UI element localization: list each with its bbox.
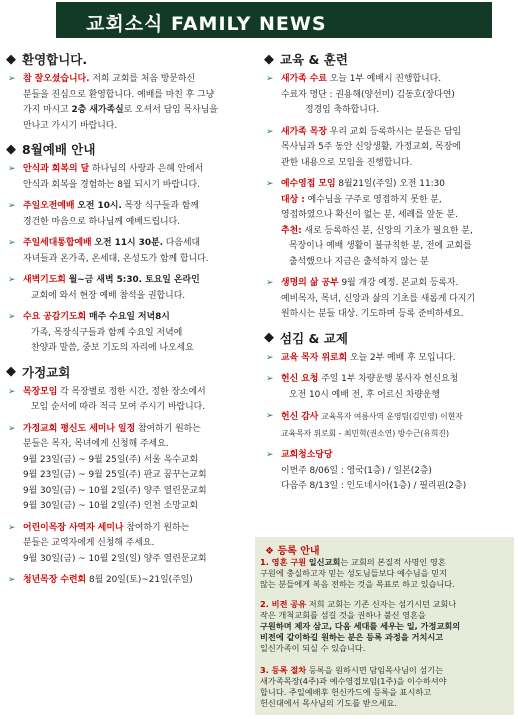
- arrow-icon: ➢: [8, 312, 16, 322]
- item-text: 원하시는 분들 대상. 기도하며 등록 준비하세요.: [281, 309, 464, 319]
- welcome-item: [6, 72, 258, 134]
- item-text: 각 목장별로 정한 시간, 정한 장소에서: [60, 386, 206, 397]
- item-head: 수요 공감기도회: [23, 312, 87, 322]
- item-text: 오늘 2부 예배 후 모입니다.: [350, 352, 456, 363]
- service-item-4: [264, 448, 512, 495]
- section-title: 8월예배 안내: [22, 142, 96, 157]
- item-head: 새가족 수료: [281, 74, 327, 84]
- item-text: 영접하였으나 확신이 없는 분, 세례를 앞둔 분.: [281, 210, 458, 220]
- item-text: 하나님의 사랑과 은혜 안에서: [92, 164, 204, 174]
- item-text: 9월 개강 예정. 본교회 등록자.: [341, 278, 459, 288]
- item-text: 목사님과 5주 동안 신앙생활, 가정교회, 목장에: [281, 142, 461, 152]
- item-label: 추천:: [281, 225, 302, 236]
- seminar-date: 9월 30일(금) ~ 10월 2일(주) 양주 열린문교회: [23, 485, 207, 496]
- section-title: 가정교회: [22, 364, 71, 380]
- item-text: 교육목자 위로회 - 최민혁(권소연) 방수근(유희진): [281, 428, 449, 438]
- item-head: 교육 목자 위로회: [281, 352, 348, 363]
- education-item-1: [264, 72, 512, 119]
- item-text: 참여하기 원하는: [126, 522, 190, 533]
- diamond-icon: ◆: [264, 51, 274, 67]
- section-title: 환영합니다.: [22, 52, 88, 67]
- item-text: 참여하기 원하는: [137, 423, 201, 434]
- paragraph-text: 등록을 원하시면 담임목사님이 섬기는: [308, 665, 444, 675]
- arrow-icon: ➢: [266, 126, 274, 137]
- item-text: 만나고 가시기 바랍니다.: [23, 120, 118, 131]
- item-head: 예수영접 모임: [281, 179, 336, 189]
- paragraph-text: 구원에 충실하고자 믿는 성도님들보다 예수님을 믿지: [260, 568, 448, 578]
- paragraph-text: 는 교회의 본질적 사명인 영혼: [340, 557, 446, 567]
- item-text: 안식과 회복을 경험하는 8월 되시기 바랍니다.: [23, 179, 200, 190]
- seminar-date: 9월 30일(금) ~ 10월 2일(일) 양주 열린문교회: [23, 553, 207, 564]
- item-text: 모임 순서에 따라 적극 모여 주시기 바랍니다.: [31, 402, 206, 412]
- seminar-date: 9월 23일(금) ~ 9월 25일(주) 서울 옥수교회: [23, 454, 198, 465]
- item-head: 새가족 목장: [281, 126, 327, 137]
- arrow-icon: ➢: [266, 374, 274, 384]
- item-text: 예수님을 구주로 영접하지 못한 분,: [307, 194, 442, 205]
- item-text: 새로 등록하신 분, 신앙의 기초가 필요한 분,: [304, 225, 473, 236]
- arrow-icon: ➢: [8, 423, 16, 434]
- item-text: 분들은 목자, 목녀에게 신청해 주세요.: [23, 439, 169, 449]
- seminar-date: 9월 23일(금) ~ 9월 25일(주) 판교 꿈꾸는교회: [23, 470, 207, 480]
- paragraph-text: 일신가족이 되실 수 있습니다.: [260, 643, 366, 653]
- item-head: 헌신 요청: [281, 374, 319, 384]
- section-worship: [6, 140, 258, 158]
- paragraph-text: 구원하며 제자 삼고, 다음 세대를 세우는 일, 가정교회의: [260, 621, 461, 631]
- worship-item-3: [6, 236, 258, 267]
- section-title: 섬김 & 교제: [280, 330, 348, 346]
- section-education: [264, 50, 512, 68]
- item-text: 자녀들과 온가족, 온세대, 온성도가 함께 합니다.: [23, 253, 209, 264]
- arrow-icon: ➢: [8, 275, 16, 285]
- worship-item-2: [6, 199, 258, 230]
- arrow-icon: ➢: [8, 522, 16, 533]
- arrow-icon: ➢: [266, 352, 274, 363]
- item-text: 다음세대: [165, 238, 201, 248]
- item-text: 오늘 1부 예배시 진행합니다.: [329, 74, 442, 84]
- section-title: 교육 & 훈련: [280, 52, 348, 67]
- left-column: [6, 50, 258, 595]
- registration-paragraph-1: [260, 557, 510, 590]
- service-item-1: [264, 351, 512, 367]
- item-head: 헌신 감사: [281, 412, 319, 422]
- education-item-3: [264, 177, 512, 270]
- education-item-4: [264, 276, 512, 323]
- registration-paragraph-2: [260, 599, 510, 654]
- page-title: 교회소식 FAMILY NEWS: [86, 13, 327, 35]
- registration-title: ❖ 등록 안내: [265, 546, 320, 557]
- item-text: 교회에 와서 현장 예배 참석을 권합니다.: [31, 290, 186, 301]
- item-bold: 오전 10시.: [77, 201, 122, 211]
- diamond-icon: ◆: [6, 364, 16, 379]
- education-item-2: [264, 125, 512, 172]
- seminar-date: 9월 30일(금) ~ 10월 2일(주) 인천 소망교회: [23, 501, 198, 511]
- item-text: 다음주 8/13일 : 인도네시아(1층) / 필리핀(2층): [281, 481, 467, 491]
- right-column: [264, 50, 512, 501]
- arrow-icon: ➢: [266, 411, 274, 421]
- arrow-icon: ➢: [8, 386, 16, 397]
- section-house-church: [6, 363, 258, 381]
- item-text: 8월21일(주일) 오전 11:30: [338, 179, 445, 189]
- section-welcome: [6, 50, 258, 68]
- item-head: 안식과 회복의 달: [23, 164, 90, 174]
- worship-item-1: [6, 162, 258, 193]
- item-text: 분들은 교역자에게 신청해 주세요.: [23, 538, 155, 548]
- page-header: [0, 0, 518, 42]
- item-text: 로 오셔서 담임 목사님을: [123, 105, 218, 115]
- registration-paragraph-3: [260, 665, 510, 709]
- item-text: 가족, 목장식구들과 함께 수요일 저녁에: [31, 327, 183, 338]
- item-text: 목장이나 예배 생활이 불규칙한 분, 전에 교회를: [289, 241, 472, 251]
- house-church-item-1: [6, 385, 258, 416]
- worship-item-4: [6, 273, 258, 304]
- item-text: 오전 10시 예배 전, 후 어르신 차량운행: [289, 389, 441, 400]
- item-bold: 2층 새가족실: [71, 105, 124, 115]
- paragraph-text: 않는 분들에게 복음 전하는 것을 목표로 하고 있습니다.: [260, 579, 455, 589]
- house-church-item-4: [6, 573, 258, 589]
- item-text: 우리 교회 등록하시는 분들은 담임: [329, 126, 462, 137]
- paragraph-label: 2. 비전 공유: [260, 599, 307, 609]
- arrow-icon: ➢: [266, 450, 274, 460]
- diamond-icon: ◆: [264, 330, 274, 345]
- item-text: 분들을 진심으로 환영합니다. 예배를 마친 후 그냥: [23, 89, 215, 100]
- paragraph-text: 새가족목장(4주)과 예수영접모임(1주)을 이수하셔야: [260, 676, 447, 686]
- diamond-icon: ◆: [6, 141, 16, 157]
- item-text: 이번주 8/06일 : 영국(1층) / 일본(2층): [281, 465, 432, 476]
- item-head: 목장모임: [23, 386, 58, 397]
- item-text: 정경임 축하합니다.: [305, 105, 380, 115]
- arrow-icon: ➢: [8, 74, 16, 84]
- item-text: 8월 20일(토)~21일(주일): [88, 575, 193, 585]
- item-text: 목장 식구들과 함께: [124, 201, 199, 211]
- paragraph-text: 헌신대에서 목사님의 기도를 받으세요.: [260, 698, 397, 708]
- item-head: 생명의 삶 공부: [281, 278, 339, 288]
- diamond-icon: ◆: [6, 51, 16, 67]
- item-bold: 월~금 새벽 5:30. 토요일 온라인: [68, 275, 200, 285]
- item-bold: 오전 11시 30분.: [94, 238, 163, 248]
- house-church-item-3: [6, 521, 258, 568]
- house-church-item-2: [6, 422, 258, 515]
- service-item-3: [264, 409, 512, 442]
- item-head: 교회청소당당: [281, 450, 333, 460]
- item-text: 주일 1부 차량운행 봉사자 헌신요청: [321, 374, 459, 384]
- registration-box: [255, 537, 514, 715]
- arrow-icon: ➢: [8, 238, 16, 248]
- service-item-2: [264, 372, 512, 403]
- item-head: 참 잘오셨습니다.: [23, 74, 90, 84]
- item-head: 주일오전예배: [23, 201, 75, 211]
- paragraph-text: 작은 개척교회를 섬길 것을 권하나 불신 영혼을: [260, 610, 426, 620]
- arrow-icon: ➢: [8, 575, 16, 585]
- paragraph-text: 비전에 같이하길 원하는 분은 등록 과정을 거치시고: [260, 632, 444, 642]
- item-bold: 매주 수요일 저녁8시: [88, 312, 170, 322]
- arrow-icon: ➢: [266, 278, 274, 288]
- item-head: 주일세대통합예배: [23, 238, 92, 248]
- item-text: 가지 마시고: [23, 105, 69, 115]
- item-text: 출석했으나 지금은 출석하지 않는 분: [289, 256, 429, 267]
- item-label: 대상 :: [281, 194, 305, 205]
- paragraph-bold: 일신교회: [308, 557, 341, 567]
- item-head: 새벽기도회: [23, 275, 66, 285]
- paragraph-label: 1. 영혼 구원: [260, 557, 307, 567]
- item-text: 관한 내용으로 모임을 진행합니다.: [281, 157, 413, 168]
- item-text: 예비목자, 목녀, 신앙과 삶의 기초를 새롭게 다지기: [281, 293, 476, 304]
- arrow-icon: ➢: [8, 201, 16, 211]
- item-text: 찬양과 말씀, 중보 기도의 자리에 나오세요: [31, 343, 194, 353]
- arrow-icon: ➢: [8, 164, 16, 174]
- item-text: 교육목자 여름사역 운영팀(김민영) 이현자: [321, 412, 463, 421]
- item-text: 경건한 마음으로 하나님께 예배드립니다.: [23, 216, 181, 227]
- paragraph-label: 3. 등록 절차: [260, 665, 307, 675]
- item-head: 어린이목장 사역자 세미나: [23, 522, 124, 533]
- item-text: 저희 교회를 처음 방문하신: [92, 74, 196, 84]
- arrow-icon: ➢: [266, 179, 274, 189]
- paragraph-text: 저희 교회는 기존 신자는 섬기시던 교회나: [308, 599, 457, 609]
- item-head: 청년목장 수련회: [23, 575, 87, 585]
- item-text: 수료자 명단 : 권용해(양선미) 김동호(장다연): [281, 89, 455, 100]
- section-service: [264, 329, 512, 347]
- worship-item-5: [6, 310, 258, 357]
- item-head: 가정교회 평신도 세미나 일정: [23, 423, 136, 434]
- arrow-icon: ➢: [266, 74, 274, 84]
- paragraph-text: 합니다. 주일예배후 헌신카드에 등록을 표시하고: [260, 687, 432, 697]
